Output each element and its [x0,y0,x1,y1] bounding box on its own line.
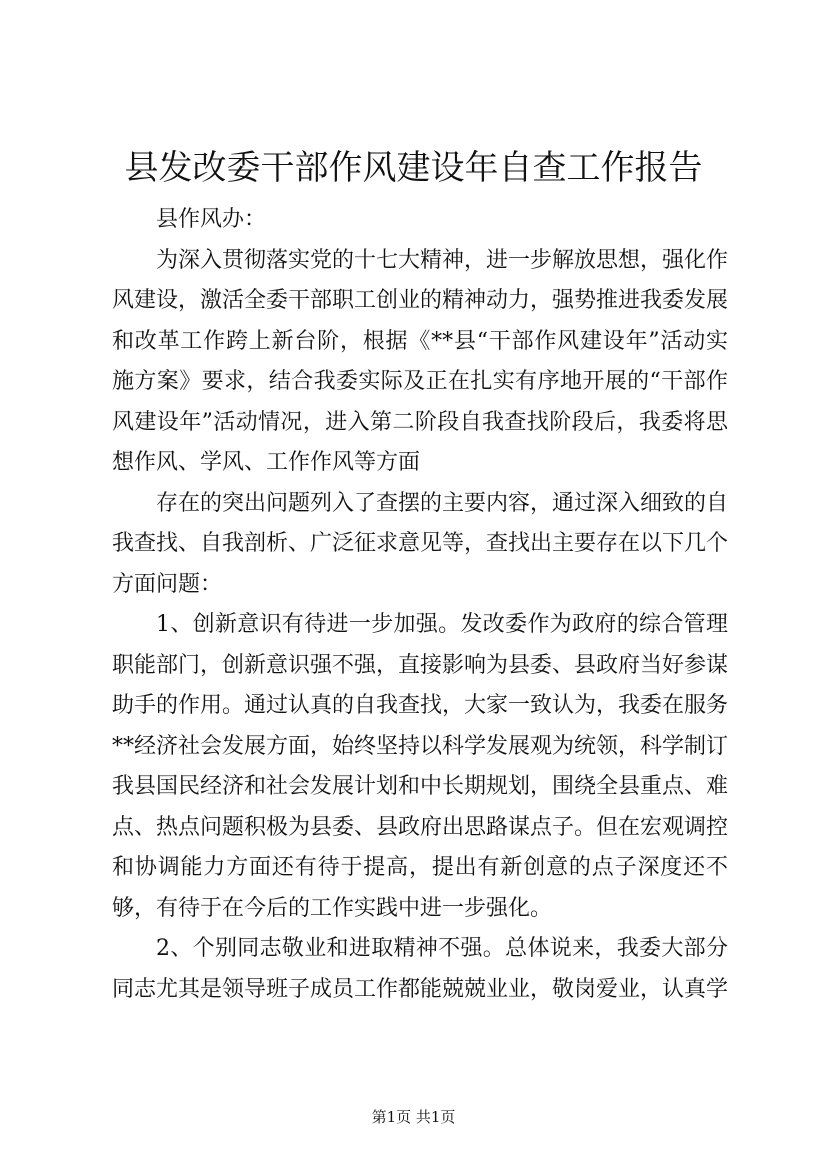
paragraph-problem-1: 1、创新意识有待进一步加强。发改委作为政府的综合管理职能部门，创新意识强不强，直接影响为县委、县政府当好参谋助手的作用。通过认真的自我查找，大家一致认为，我委在服务**经济社会发展方面，始终坚持以科学发展观为统领，科学制订我县国民经济和社会发展计划和中长期规划，围绕全县重点、难点、热点问题积极为县委、县政府出思路谋点子。但在宏观调控和协调能力方面还有待于提高，提出有新创意的点子深度还不够，有待于在今后的工作实践中进一步强化。 [112,612,729,921]
document-body [112,200,728,1010]
salutation: 县作风办： [156,207,267,232]
page-footer: 第1页 共1页 [371,1108,456,1126]
paragraph-intro: 为深入贯彻落实党的十七大精神，进一步解放思想，强化作风建设，激活全委干部职工创业的精神动力，强势推进我委发展和改革工作跨上新台阶，根据《**县“干部作风建设年”活动实施方案》要求，结合我委实际及正在扎实有序地开展的“干部作风建设年”活动情况，进入第二阶段自我查找阶段后，我委将思想作风、学风、工作作风等方面 [112,247,729,475]
paragraph-problems-overview: 存在的突出问题列入了查摆的主要内容，通过深入细致的自我查找、自我剖析、广泛征求意见等，查找出主要存在以下几个方面问题： [112,490,729,597]
paragraph-problem-2: 2、个别同志敬业和进取精神不强。总体说来，我委大部分同志尤其是领导班子成员工作都能兢兢业业，敬岗爱业，认真学 [112,936,729,1002]
document-title: 县发改委干部作风建设年自查工作报告 [124,148,703,188]
